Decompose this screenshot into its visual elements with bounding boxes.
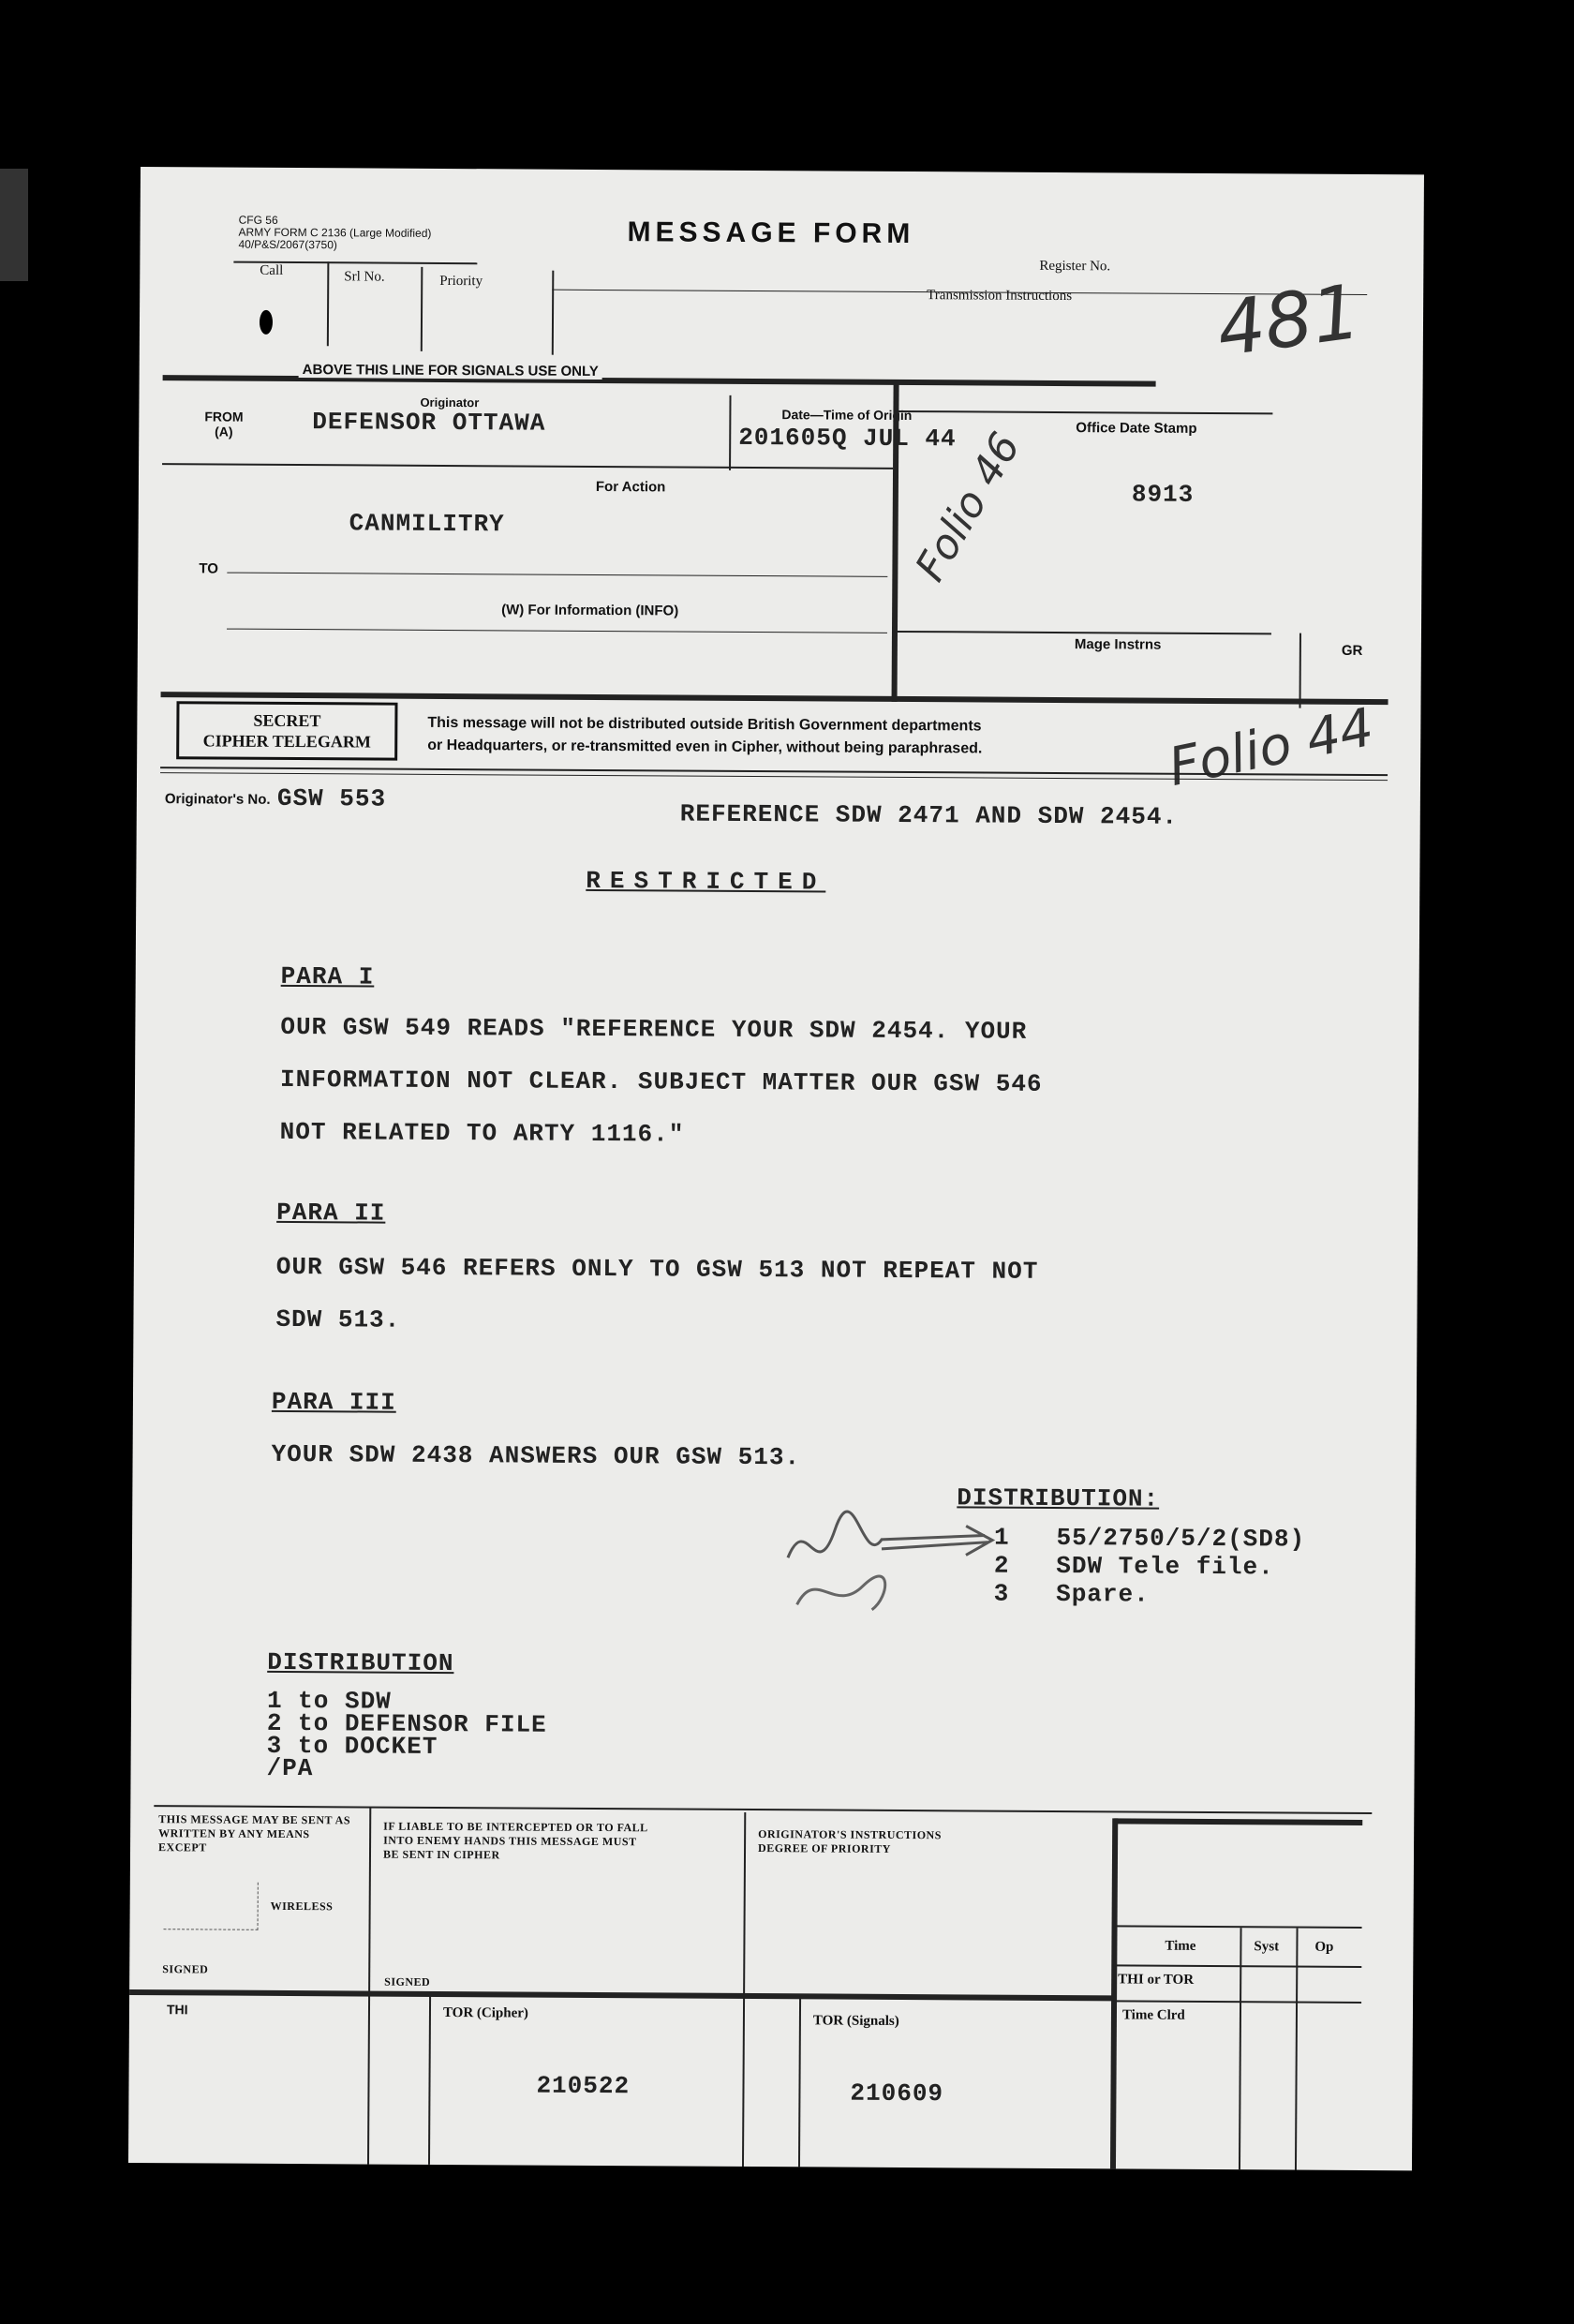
tor-signals-value: 210609: [850, 2078, 944, 2108]
priority-label: Priority: [439, 273, 483, 290]
office-stamp-label: Office Date Stamp: [1076, 420, 1197, 437]
thi-label: THI: [166, 2002, 188, 2018]
transmission-label: Transmission Instructions: [927, 288, 1073, 305]
wireless-label: WIRELESS: [270, 1899, 334, 1914]
wireless-brace: [164, 1882, 259, 1930]
secret-notice: [427, 712, 982, 761]
classification: RESTRICTED: [586, 866, 826, 897]
register-handwritten: 481: [1211, 267, 1366, 374]
secret-notice-line: This message will not be distributed outside British Government departments: [427, 714, 982, 735]
divider: [327, 261, 330, 346]
footer-text-line: INTO ENEMY HANDS THIS MESSAGE MUST: [383, 1833, 637, 1849]
list-number: 1: [993, 1523, 1010, 1552]
secret-cipher-box: [176, 701, 397, 760]
list-item: 1 to SDW: [266, 1686, 392, 1716]
info-label: (W) For Information (INFO): [501, 602, 679, 619]
originator-instructions: [758, 1827, 942, 1856]
to-value: CANMILITRY: [349, 509, 505, 539]
footer-text-line: THIS MESSAGE MAY BE SENT AS: [158, 1812, 351, 1827]
divider: [1295, 1929, 1299, 2170]
signed-label: SIGNED: [384, 1974, 431, 1989]
tor-cipher-label: TOR (Cipher): [442, 2005, 529, 2021]
divider: [421, 267, 423, 351]
divider: [227, 629, 887, 633]
orig-no-value: GSW 553: [276, 783, 387, 813]
signed-label: SIGNED: [162, 1962, 209, 1976]
divider: [729, 395, 731, 470]
distribution-left-head: DISTRIBUTION: [267, 1647, 454, 1678]
distribution-left-list: [266, 1686, 547, 1783]
para1-head: PARA I: [280, 961, 375, 991]
time-clrd-label: Time Clrd: [1121, 2007, 1185, 2023]
para3-head: PARA III: [271, 1387, 396, 1417]
divider: [898, 410, 1272, 414]
secret-notice-line: or Headquarters, or re-transmitted even in Cipher, without being paraphrased.: [427, 737, 983, 757]
time-label: Time: [1165, 1938, 1196, 1954]
from-label-text: FROM: [204, 409, 244, 425]
divider: [1113, 1964, 1361, 1968]
to-label: TO: [199, 560, 218, 577]
cipher-notice: [383, 1820, 648, 1864]
may-be-sent: [158, 1812, 350, 1855]
divider: [1239, 1928, 1242, 2169]
originator-label: Originator: [420, 395, 480, 410]
list-item: 3 to DOCKET: [266, 1731, 438, 1761]
list-item: [994, 1580, 1305, 1610]
srl-label: Srl No.: [344, 269, 385, 285]
divider: [1110, 1818, 1118, 2168]
footer-text-line: ORIGINATOR'S INSTRUCTIONS: [758, 1827, 942, 1842]
divider: [227, 573, 887, 577]
list-text: Spare.: [1056, 1579, 1150, 1609]
call-mark: [260, 310, 273, 335]
form-code-line: 40/P&S/2067(3750): [238, 237, 337, 252]
thi-tor-label: THI or TOR: [1118, 1972, 1195, 1988]
footer-text-line: WRITTEN BY ANY MEANS: [158, 1826, 310, 1841]
divider: [897, 631, 1271, 634]
divider: [552, 271, 555, 355]
divider: [742, 1812, 746, 2167]
orig-no-label: Originator's No.: [164, 791, 271, 808]
distribution-right-list: [994, 1524, 1306, 1610]
folio-handwritten: Folio 46: [906, 425, 1031, 589]
cipher-telegram-label: CIPHER TELEGARM: [202, 731, 371, 752]
secret-label: SECRET: [253, 710, 321, 731]
form-code: [238, 215, 431, 252]
date-label: Date—Time of Origin: [781, 407, 913, 424]
tor-signals-label: TOR (Signals): [812, 2013, 899, 2029]
footer-text-line: BE SENT IN CIPHER: [382, 1847, 500, 1862]
divider: [1114, 1925, 1362, 1929]
tor-cipher-value: 210522: [536, 2071, 631, 2101]
divider: [1113, 2000, 1361, 2004]
para2-line: OUR GSW 546 REFERS ONLY TO GSW 513 NOT REPEAT NOT: [275, 1252, 1039, 1286]
divider: [1299, 633, 1300, 708]
divider: [1114, 1818, 1362, 1825]
register-no-label: Register No.: [1039, 258, 1111, 275]
scan-edge-artifact: [0, 169, 28, 281]
form-code-line: ARMY FORM C 2136 (Large Modified): [238, 225, 432, 240]
divider: [892, 383, 899, 702]
folio2-handwritten: Folio 44: [1163, 696, 1379, 799]
call-label: Call: [260, 262, 284, 278]
op-label: Op: [1314, 1939, 1334, 1955]
date-value: 201605Q JUL 44: [738, 423, 957, 454]
from-label-sub: (A): [215, 424, 233, 439]
gr-label: GR: [1341, 642, 1363, 659]
from-label: [204, 409, 243, 439]
list-text: SDW Tele file.: [1056, 1551, 1274, 1582]
para2-line: SDW 513.: [275, 1304, 401, 1334]
para1-line: INFORMATION NOT CLEAR. SUBJECT MATTER OUR GSW 546: [279, 1065, 1043, 1098]
footer-text-line: EXCEPT: [158, 1840, 207, 1855]
form-code-line: CFG 56: [238, 213, 278, 227]
footer-text-line: DEGREE OF PRIORITY: [758, 1841, 891, 1855]
divider: [367, 1809, 371, 2165]
divider: [798, 1996, 801, 2167]
list-number: 3: [993, 1579, 1010, 1608]
para1-line: OUR GSW 549 READS "REFERENCE YOUR SDW 2454. YOUR: [280, 1012, 1028, 1046]
office-stamp-value: 8913: [1131, 480, 1195, 509]
form-title: MESSAGE FORM: [627, 216, 915, 250]
list-number: 2: [993, 1551, 1010, 1580]
para1-line: NOT RELATED TO ARTY 1116.": [279, 1117, 685, 1149]
divider: [129, 1989, 1113, 2001]
reference: REFERENCE SDW 2471 AND SDW 2454.: [679, 799, 1179, 831]
list-item: 2 to DEFENSOR FILE: [266, 1708, 547, 1739]
initials-scribble: [779, 1492, 1004, 1624]
divider: [162, 463, 893, 469]
mage-label: Mage Instrns: [1074, 636, 1162, 653]
signals-only-label: ABOVE THIS LINE FOR SIGNALS USE ONLY: [299, 362, 602, 380]
from-value: DEFENSOR OTTAWA: [312, 408, 546, 438]
list-item: [994, 1524, 1305, 1554]
footer-text-line: IF LIABLE TO BE INTERCEPTED OR TO FALL: [383, 1819, 648, 1835]
divider: [428, 1994, 431, 2165]
distribution-right-head: DISTRIBUTION:: [957, 1483, 1160, 1513]
list-item: [994, 1552, 1305, 1582]
syst-label: Syst: [1254, 1939, 1280, 1955]
for-action-label: For Action: [595, 478, 666, 496]
para2-head: PARA II: [276, 1198, 386, 1228]
para3-line: YOUR SDW 2438 ANSWERS OUR GSW 513.: [271, 1439, 801, 1472]
message-form-page: [128, 167, 1424, 2170]
list-item: /PA: [266, 1753, 314, 1783]
list-text: 55/2750/5/2(SD8): [1056, 1523, 1306, 1554]
